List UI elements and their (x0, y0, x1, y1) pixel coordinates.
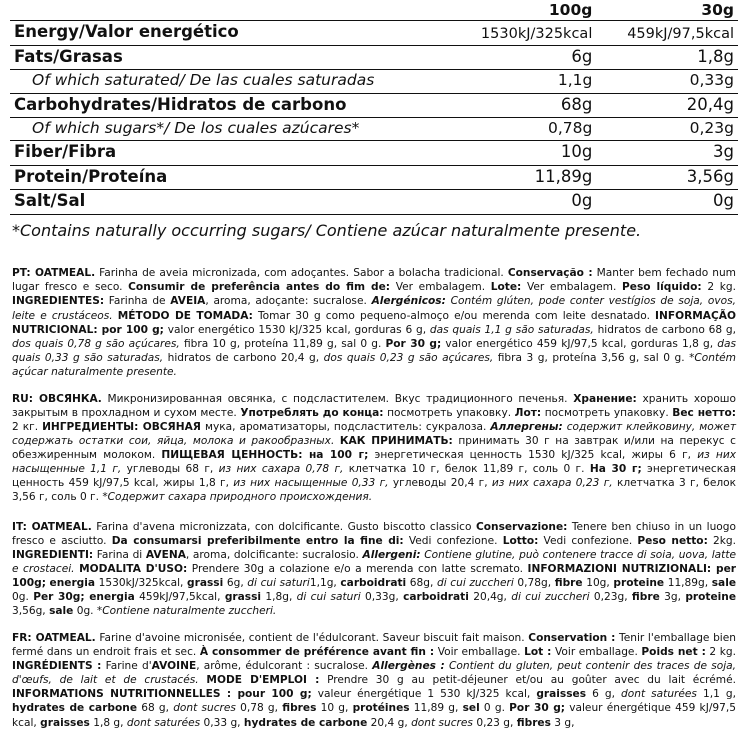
table-row (10, 141, 738, 165)
row-value-saturated-30g: 0,33g (596, 70, 738, 93)
row-label-saturated: Of which saturated/ De las cuales saturadas (10, 70, 455, 93)
row-label-energy: Energy/Valor energético (10, 21, 455, 45)
row-value-salt-30g: 0g (596, 190, 738, 214)
row-label-protein: Protein/Proteína (10, 165, 455, 189)
row-value-protein-100g: 11,89g (455, 165, 597, 189)
row-value-energy-30g: 459kJ/97,5kcal (596, 21, 738, 45)
column-header-30g: 30g (596, 0, 738, 21)
row-label-sugars: Of which sugars*/ De los cuales azúcares* (10, 118, 455, 141)
page-bottom-edge (0, 738, 748, 748)
row-label-carbohydrates: Carbohydrates/Hidratos de carbono (10, 93, 455, 117)
row-value-saturated-100g: 1,1g (455, 70, 597, 93)
language-block-ru: RU: ОВСЯНКА. Микронизированная овсянка, с подсластителем. Вкус традиционного печенья. Хранение: хранить хорошо закрытым в прохладном и сухом месте. Употреблять до конца: посмотреть упаковку. Лот: посмотреть упаковку. Вес нетто: 2 кг. ИНГРЕДИЕНТЫ: ОВСЯНАЯ мука, ароматизаторы, подсластитель: сукралоза. Аллергены: содержит клейковину, может содержать остатки сои, яйца, молока и ракообразных. КАК ПРИНИМАТЬ: принимать 30 г на завтрак и/или на перекус с обезжиренным молоком. ПИЩЕВАЯ ЦЕННОСТЬ: на 100 г; энергетическая ценность 1530 kJ/325 kcal, жиры 6 г, из них насыщенные 1,1 г, углеводы 68 г, из них сахара 0,78 г, клетчатка 10 г, белок 11,89 г, соль 0 г. На 30 г; энергетическая ценность 459 kJ/97,5 kcal, жиры 1,8 г, из них насыщенные 0,33 г, углеводы 20,4 г, из них сахара 0,23 г, клетчатка 3 г, белок 3,56 г, соль 0 г. *Содержит сахара природного происхождения. (12, 392, 737, 504)
row-value-sugars-100g: 0,78g (455, 118, 597, 141)
row-label-fats: Fats/Grasas (10, 45, 455, 69)
nutrition-table-body (10, 0, 738, 214)
table-row (10, 190, 738, 214)
row-value-salt-100g: 0g (455, 190, 597, 214)
row-value-sugars-30g: 0,23g (596, 118, 738, 141)
table-row (10, 45, 738, 69)
language-block-pt: PT: OATMEAL. Farinha de aveia micronizada, com adoçantes. Sabor a bolacha tradicional. Conservação : Manter bem fechado num lugar fresco e seco. Consumir de preferência antes do fim de: Ver embalagem. Lote: Ver embalagem. Peso líquido: 2 kg. INGREDIENTES: Farinha de AVEIA, aroma, adoçante: sucralose. Alergénicos: Contém glúten, pode conter vestígios de soja, ovos, leite e crustáceos. MÉTODO DE TOMADA: Tomar 30 g como pequeno-almoço e/ou merenda com leite desnatado. INFORMAÇÃO NUTRICIONAL: por 100 g; valor energético 1530 kJ/325 kcal, gorduras 6 g, das quais 1,1 g são saturadas, hidratos de carbono 68 g, dos quais 0,78 g são açúcares, fibra 10 g, proteína 11,89 g, sal 0 g. Por 30 g; valor energético 459 kJ/97,5 kcal, gorduras 1,8 g, das quais 0,33 g são saturadas, hidratos de carbono 20,4 g, dos quais 0,23 g são açúcares, fibra 3 g, proteína 3,56 g, sal 0 g. *Contém açúcar naturalmente presente. (12, 267, 737, 378)
sugar-footnote: *Contains naturally occurring sugars/ Contiene azúcar naturalmente presente. (12, 220, 642, 240)
nutrition-table (10, 0, 738, 215)
row-value-fiber-30g: 3g (596, 141, 738, 165)
table-row (10, 118, 738, 141)
language-block-fr: FR: OATMEAL. Farine d'avoine micronisée, contient de l'édulcorant. Saveur biscuit fait maison. Conservation : Tenir l'emballage bien fermé dans un endroit frais et sec. À consommer de préférence avant fin : Voir emballage. Lot : Voir emballage. Poids net : 2 kg. INGRÉDIENTS : Farine d'AVOINE, arôme, édulcorant : sucralose. Allergènes : Contient du gluten, peut contenir des traces de soja, d'œufs, de lait et de crustacés. MODE D'EMPLOI : Prendre 30 g au petit-déjeuner et/ou au goûter avec du lait écrémé. INFORMATIONS NUTRITIONNELLES : pour 100 g; valeur énergétique 1 530 kJ/325 kcal, graisses 6 g, dont saturées 1,1 g, hydrates de carbone 68 g, dont sucres 0,78 g, fibres 10 g, protéines 11,89 g, sel 0 g. Por 30 g; valeur énergétique 459 kJ/97,5 kcal, graisses 1,8 g, dont saturées 0,33 g, hydrates de carbone 20,4 g, dont sucres 0,23 g, fibres 3 g, (12, 632, 736, 729)
language-blocks (10, 266, 738, 729)
row-value-carbohydrates-100g: 68g (455, 93, 597, 117)
table-row (10, 21, 738, 45)
table-header-row (10, 0, 738, 21)
row-label-fiber: Fiber/Fibra (10, 141, 455, 165)
column-header-100g: 100g (455, 0, 597, 21)
row-value-fats-100g: 6g (455, 45, 597, 69)
row-value-carbohydrates-30g: 20,4g (596, 93, 738, 117)
row-value-protein-30g: 3,56g (596, 165, 738, 189)
header-blank-cell (10, 0, 455, 21)
row-value-fats-30g: 1,8g (596, 45, 738, 69)
row-label-salt: Salt/Sal (10, 190, 455, 214)
language-block-it: IT: OATMEAL. Farina d'avena micronizzata, con dolcificante. Gusto biscotto classico Conservazione: Tenere ben chiuso in un luogo fresco e asciutto. Da consumarsi preferibilmente entro la fine di: Vedi confezione. Lotto: Vedi confezione. Peso netto: 2kg. INGREDIENTI: Farina di AVENA, aroma, dolcificante: sucralosio. Allergeni: Contiene glutine, può contenere tracce di soia, uova, latte e crostacei. MODALITA D'USO: Prendere 30g a colazione e/o a merenda con latte scremato. INFORMAZIONI NUTRIZIONALI: per 100g; energia 1530kJ/325kcal, grassi 6g, di cui saturi1,1g, carboidrati 68g, di cui zuccheri 0,78g, fibre 10g, proteine 11,89g, sale 0g. Per 30g; energia 459kJ/97,5kcal, grassi 1,8g, di cui saturi 0,33g, carboidrati 20,4g, di cui zuccheri 0,23g, fibre 3g, proteine 3,56g, sale 0g. *Contiene naturalmente zuccheri. (12, 520, 737, 617)
table-row (10, 165, 738, 189)
table-row (10, 70, 738, 93)
row-value-energy-100g: 1530kJ/325kcal (455, 21, 597, 45)
row-value-fiber-100g: 10g (455, 141, 597, 165)
table-row (10, 93, 738, 117)
